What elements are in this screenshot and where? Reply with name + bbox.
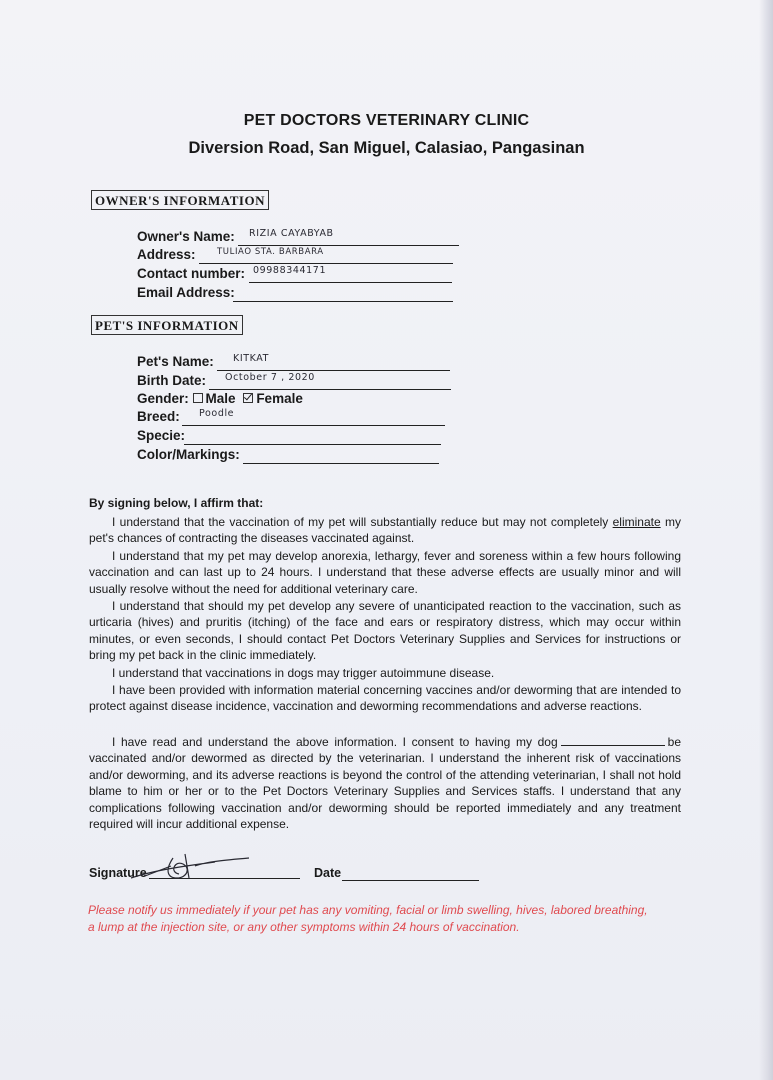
gender-female-checkbox[interactable] — [243, 393, 253, 403]
owner-address-label: Address: — [137, 247, 196, 262]
pet-name-label: Pet's Name: — [137, 354, 214, 369]
owner-contact-field[interactable] — [137, 265, 467, 283]
consent-p1-text-end: my pet's chances of contracting the diseases vaccinated against. — [89, 515, 681, 546]
gender-male-label: Male — [205, 391, 236, 406]
date-label: Date — [314, 866, 342, 880]
consent-p1-underlined: eliminate — [612, 515, 661, 529]
signature-label: Signature — [89, 866, 147, 880]
notice-text: Please notify us immediately if your pet has any vomiting, facial or limb swelling, hives, labored breathing, a lump at the injection site, or any other symptoms within 24 hours of vaccination. — [88, 903, 648, 934]
owner-section-title: OWNER'S INFORMATION — [91, 190, 269, 210]
pet-specie-line — [184, 430, 441, 445]
handwritten-signature-icon — [125, 848, 255, 884]
pet-gender-label: Gender: — [137, 391, 189, 406]
pet-color-line — [243, 449, 439, 464]
consent-heading: By signing below, I affirm that: — [89, 496, 264, 510]
pet-specie-label: Specie: — [137, 428, 186, 443]
gender-female-label: Female — [256, 391, 303, 406]
owner-email-label: Email Address: — [137, 285, 235, 300]
page-edge-shadow — [759, 0, 773, 1080]
pet-breed-label: Breed: — [137, 409, 180, 424]
pet-name-value: KITKAT — [233, 353, 270, 364]
owner-address-value: TULIAO STA. BARBARA — [217, 247, 324, 257]
consent-paragraph-4: I understand that vaccinations in dogs may trigger autoimmune disease. — [112, 666, 495, 680]
pet-color-label: Color/Markings: — [137, 447, 240, 462]
pet-birth-date-value: October 7 , 2020 — [225, 372, 315, 383]
consent-paragraph-2: I understand that my pet may develop anorexia, lethargy, fever and soreness within a few hours following vaccination and can last up to 24 hours. I understand that these adverse effects are usually minor and will usually resolve without the need for additional veterinary care. — [89, 549, 681, 596]
owner-email-field[interactable] — [137, 284, 467, 302]
pet-specie-field[interactable] — [137, 427, 457, 445]
pet-birth-date-field[interactable] — [137, 372, 457, 390]
gender-male-checkbox[interactable] — [193, 393, 203, 403]
owner-name-label: Owner's Name: — [137, 229, 235, 244]
owner-name-value: RIZIA CAYABYAB — [249, 228, 334, 239]
clinic-name: PET DOCTORS VETERINARY CLINIC — [243, 112, 530, 129]
pet-section-title: PET'S INFORMATION — [91, 315, 243, 335]
pet-birth-date-label: Birth Date: — [137, 373, 207, 388]
clinic-address: Diversion Road, San Miguel, Calasiao, Pangasinan — [188, 139, 585, 157]
pet-breed-field[interactable] — [137, 408, 457, 426]
consent-p6-text-end: be vaccinated and/or dewormed as directed by the veterinarian. I understand the inherent risk of vaccinations and/or deworming, and its adverse reactions is beyond the control of the attending veterinarian, I shall not hold blame to him or her or to the Pet Doctors Veterinary Supplies and Services staffs. I understand that any complications following vaccination and/or deworming should be reported immediately and any treatment required will incur additional expense. — [89, 735, 681, 832]
consent-p1-text: I understand that the vaccination of my pet will substantially reduce but may not completely — [112, 515, 613, 529]
owner-email-line — [233, 287, 453, 302]
consent-paragraph-5: I have been provided with information material concerning vaccines and/or deworming that are intended to protect against disease incidence, vaccination and deworming recommendations and adverse reactions. — [89, 683, 681, 714]
consent-p6-text: I have read and understand the above information. I consent to having my dog — [112, 735, 558, 749]
owner-contact-value: 09988344171 — [253, 265, 327, 276]
consent-paragraph-3: I understand that should my pet develop any severe of unanticipated reaction to the vaccination, such as urticaria (hives) and pruritis (itching) of the face and ears or respiratory distress, which may occur within minutes, or even seconds, I should contact Pet Doctors Veterinary Supplies and Services for instructions or bring my pet back in the clinic immediately. — [89, 599, 681, 663]
date-line[interactable] — [342, 866, 479, 881]
owner-contact-label: Contact number: — [137, 266, 245, 281]
consent-paragraph-1 — [89, 514, 681, 547]
pet-color-field[interactable] — [137, 446, 457, 464]
consent-paragraph-6 — [89, 734, 681, 832]
dog-name-blank[interactable] — [561, 735, 665, 746]
pet-gender-field — [137, 390, 457, 408]
pet-breed-value: Poodle — [199, 408, 235, 419]
